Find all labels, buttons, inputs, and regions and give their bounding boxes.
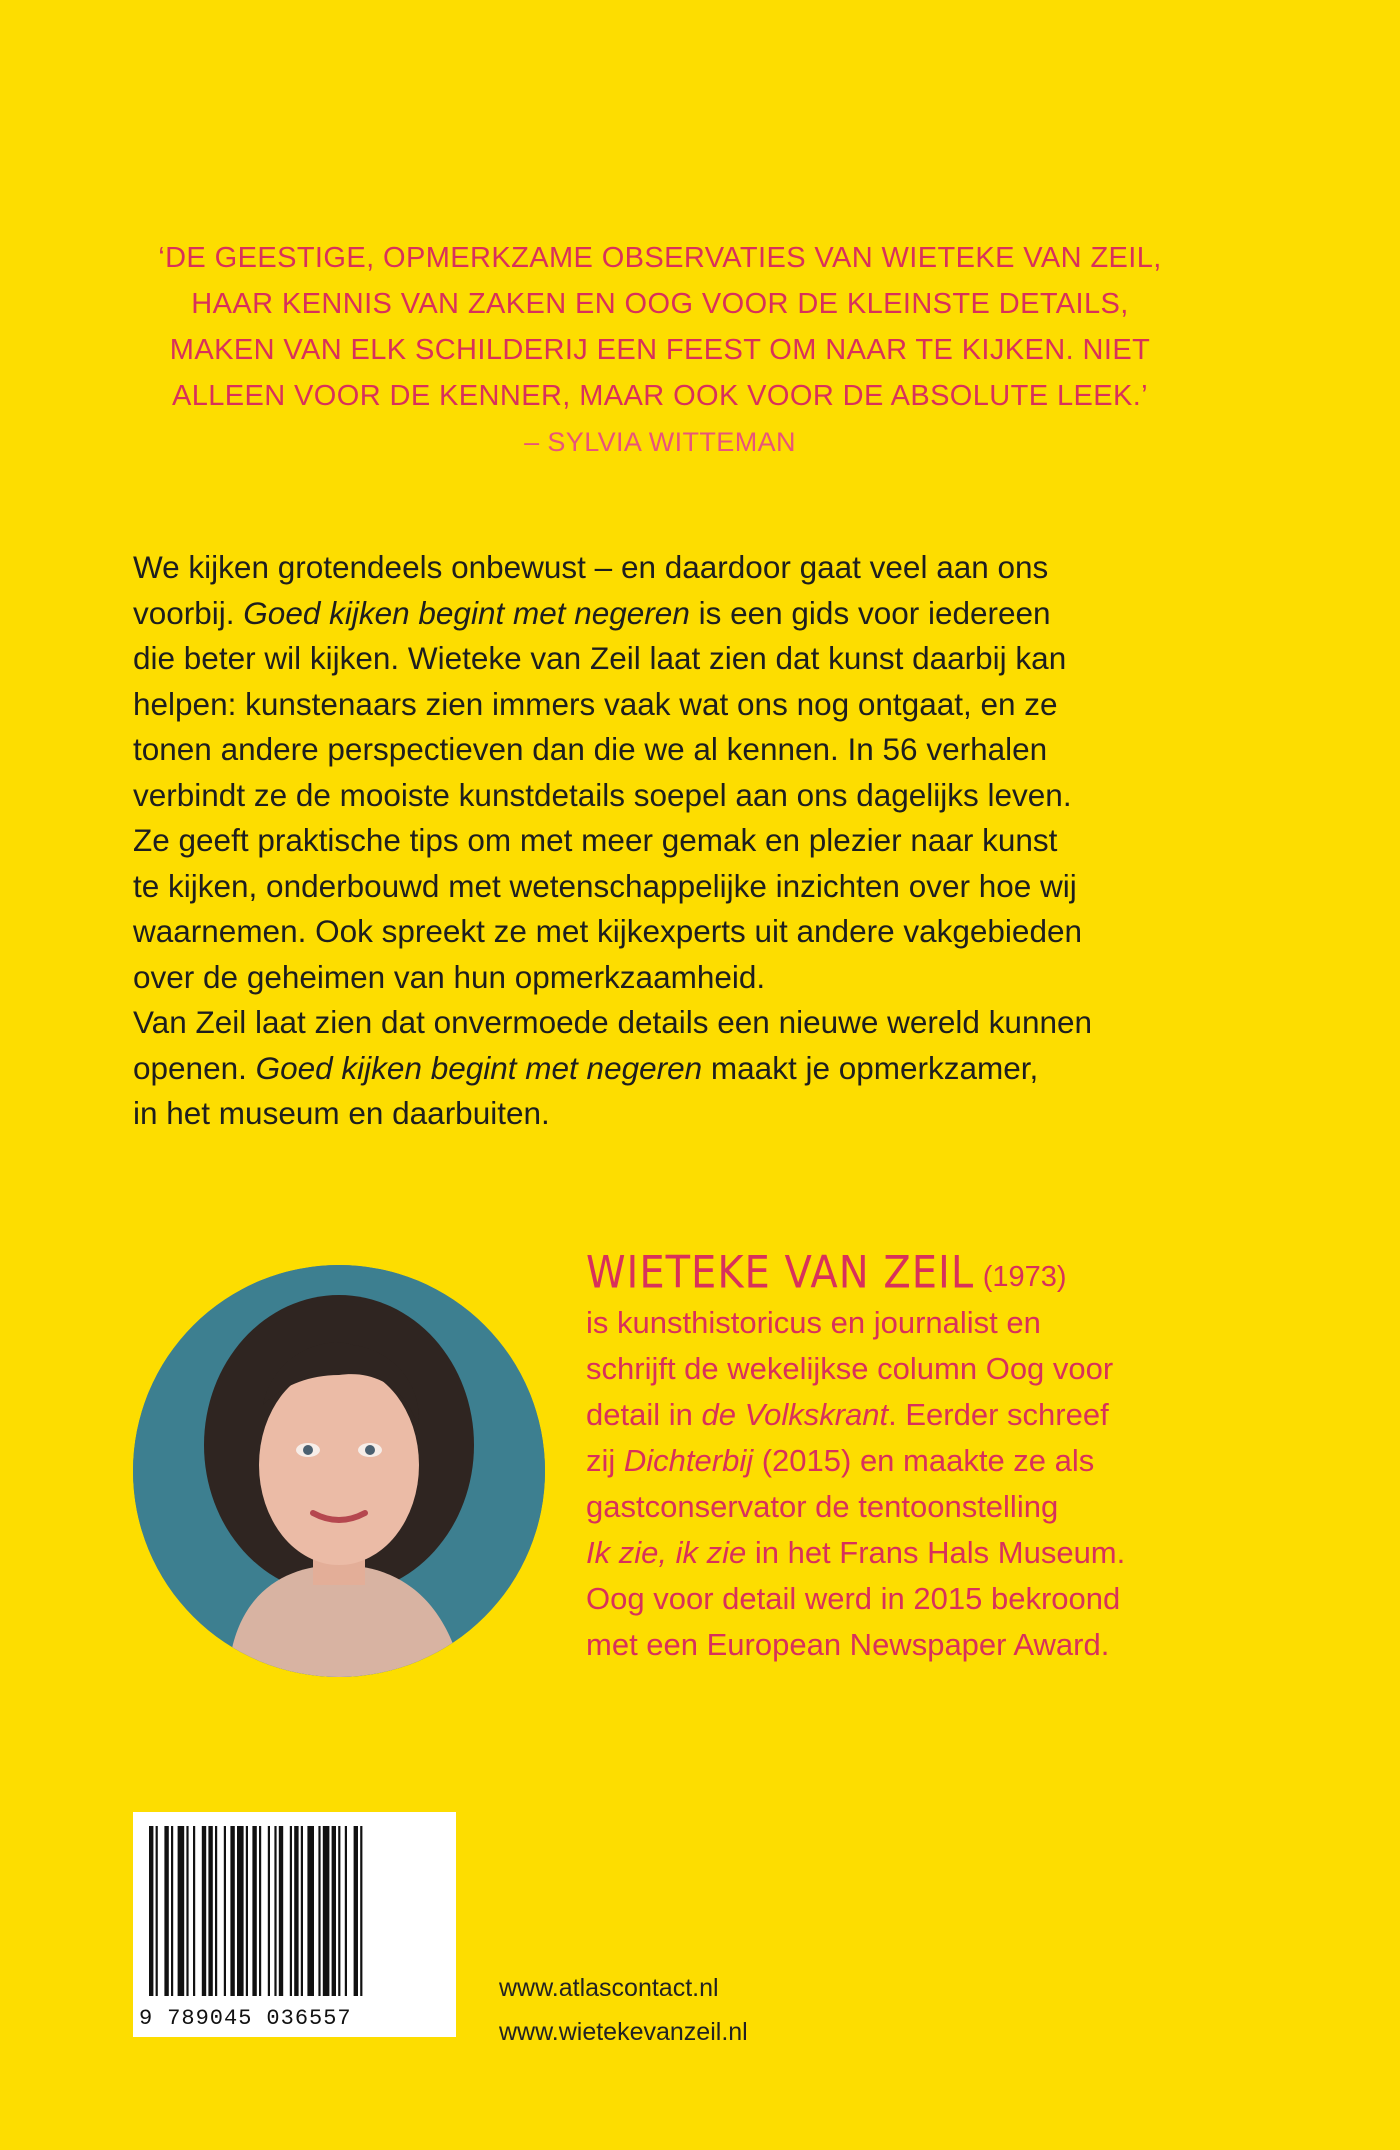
barcode-bar (237, 1826, 244, 1996)
quote-line: MAKEN VAN ELK SCHILDERIJ EEN FEEST OM NAAR TE KIJKEN. NIET (169, 334, 1151, 366)
barcode-bar (224, 1826, 226, 1996)
barcode-bar (202, 1826, 206, 1996)
quote-attribution: – SYLVIA WITTEMAN (524, 427, 796, 457)
book-title: Goed kijken begint met negeren (255, 1049, 703, 1086)
author-name: WIETEKE VAN ZEIL (586, 1247, 975, 1299)
bio-heading (586, 1247, 1366, 1300)
barcode-bar (338, 1826, 340, 1996)
description-line: helpen: kunstenaars zien immers vaak wat ons nog ontgaat, en ze (133, 685, 1058, 722)
barcode-bar (156, 1826, 158, 1996)
barcode-bar (246, 1826, 248, 1996)
barcode-bar (178, 1826, 185, 1996)
barcode-bar (294, 1826, 298, 1996)
publisher-url[interactable]: www.atlascontact.nl (499, 1974, 719, 2002)
isbn-group: 036557 (266, 2006, 352, 2031)
author-photo (133, 1265, 545, 1677)
barcode-bar (332, 1826, 336, 1996)
exhibition-title: Ik zie, ik zie (586, 1535, 747, 1570)
description-line: tonen andere perspectieven dan die we al kennen. In 56 verhalen (133, 731, 1048, 767)
description-line: in het museum en daarbuiten. (133, 1095, 550, 1131)
author-birth-year: (1973) (982, 1261, 1067, 1293)
text-run: maakt je opmerkzamer, (702, 1049, 1039, 1086)
barcode-bars (149, 1826, 440, 1996)
description-line: Van Zeil laat zien dat onvermoede details een nieuwe wereld kunnen (133, 1004, 1093, 1040)
barcode-bar (149, 1826, 153, 1996)
text-run: zij (586, 1443, 624, 1478)
description-line: te kijken, onderbouwd met wetenschappelijke inzichten over hoe wij (133, 867, 1077, 904)
text-run: detail in (586, 1397, 702, 1432)
book-title: Dichterbij (623, 1443, 754, 1478)
text-run: voorbij. (133, 594, 244, 631)
bio-line (586, 1438, 1366, 1484)
barcode-bar (171, 1826, 173, 1996)
description-line: die beter wil kijken. Wieteke van Zeil laat zien dat kunst daarbij kan (133, 640, 1067, 676)
author-url[interactable]: www.wietekevanzeil.nl (499, 2018, 748, 2046)
bio-line: schrijft de wekelijkse column Oog voor (586, 1351, 1114, 1386)
barcode-bar (186, 1826, 188, 1996)
barcode-bar (268, 1826, 270, 1996)
barcode-bar (164, 1826, 168, 1996)
barcode-bar (193, 1826, 195, 1996)
barcode-bar (354, 1826, 358, 1996)
bio-line: gastconservator de tentoonstelling (586, 1489, 1059, 1524)
text-run: openen. (133, 1049, 256, 1086)
isbn-number (139, 2006, 451, 2031)
quote-line: ‘DE GEESTIGE, OPMERKZAME OBSERVATIES VAN WIETEKE VAN ZEIL, (158, 242, 1162, 274)
barcode-bar (360, 1826, 362, 1996)
barcode-bar (345, 1826, 347, 1996)
isbn-group: 789045 (167, 2006, 253, 2031)
text-run: is een gids voor iedereen (689, 594, 1051, 631)
barcode-bar (279, 1826, 283, 1996)
bio-line (586, 1530, 1366, 1576)
bio-line: is kunsthistoricus en journalist en (586, 1305, 1041, 1340)
bio-line: Oog voor detail werd in 2015 bekroond (586, 1581, 1121, 1616)
barcode-bar (230, 1826, 234, 1996)
author-bio (586, 1247, 1366, 1668)
barcode-bar (208, 1826, 212, 1996)
barcode-bar (274, 1826, 276, 1996)
isbn-barcode (133, 1812, 456, 2037)
description-line (133, 1046, 1293, 1092)
barcode-bar (290, 1826, 292, 1996)
barcode-bar (323, 1826, 330, 1996)
description-line (133, 591, 1293, 637)
barcode-bar (215, 1826, 217, 1996)
bio-line (586, 1392, 1366, 1438)
barcode-bar (318, 1826, 320, 1996)
book-description (133, 545, 1293, 1137)
isbn-first-digit: 9 (139, 2006, 154, 2031)
book-title: Goed kijken begint met negeren (243, 594, 690, 631)
barcode-bar (252, 1826, 256, 1996)
description-line: over de geheimen van hun opmerkzaamheid. (133, 958, 766, 995)
barcode-bar (301, 1826, 303, 1996)
text-run: in het Frans Hals Museum. (746, 1535, 1126, 1570)
quote-line: ALLEEN VOOR DE KENNER, MAAR OOK VOOR DE ABSOLUTE LEEK.’ (171, 380, 1149, 412)
barcode-bar (307, 1826, 314, 1996)
description-line: Ze geeft praktische tips om met meer gemak en plezier naar kunst (133, 822, 1058, 858)
blurb-quote (110, 235, 1210, 465)
description-line: verbindt ze de mooiste kunstdetails soepel aan ons dagelijks leven. (133, 776, 1072, 813)
newspaper-title: de Volkskrant (701, 1397, 889, 1432)
barcode-bar (259, 1826, 261, 1996)
quote-line: HAAR KENNIS VAN ZAKEN EN OOG VOOR DE KLEINSTE DETAILS, (191, 288, 1129, 320)
description-line: waarnemen. Ook spreekt ze met kijkexperts uit andere vakgebieden (133, 913, 1082, 949)
website-links (499, 1966, 748, 2054)
description-line: We kijken grotendeels onbewust – en daardoor gaat veel aan ons (133, 549, 1049, 585)
text-run: (2015) en maakte ze als (753, 1443, 1095, 1478)
text-run: . Eerder schreef (888, 1397, 1109, 1432)
bio-line: met een European Newspaper Award. (586, 1627, 1110, 1662)
